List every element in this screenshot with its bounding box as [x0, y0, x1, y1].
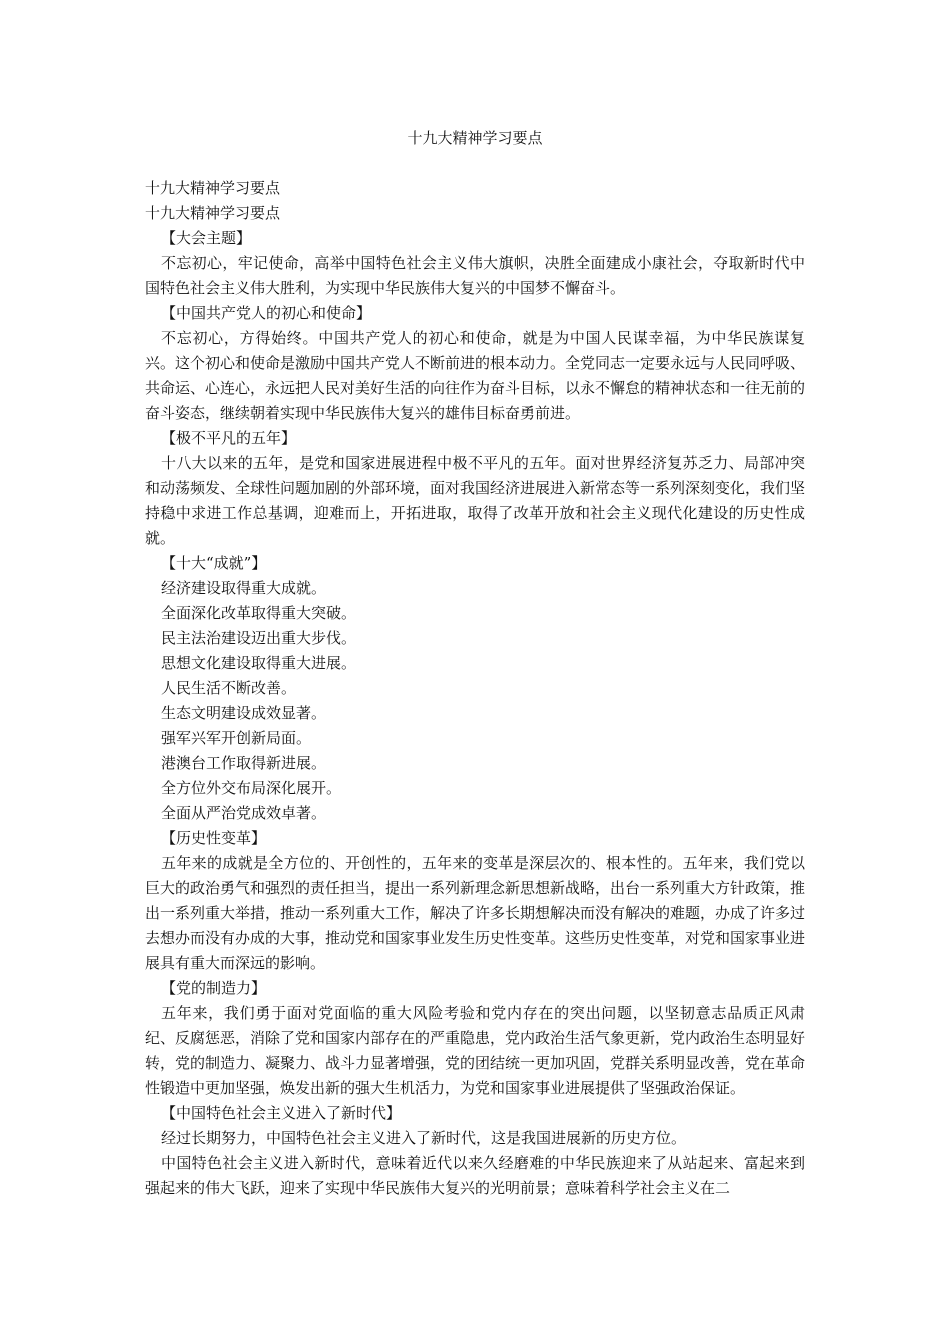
section-heading: 【大会主题】 — [161, 229, 252, 247]
document-body — [145, 176, 805, 1201]
section-heading: 【中国共产党人的初心和使命】 — [161, 304, 372, 322]
section-paragraph: 不忘初心，方得始终。中国共产党人的初心和使命，就是为中国人民谋幸福，为中华民族谋复兴。这个初心和使命是激励中国共产党人不断前进的根本动力。全党同志一定要永远与人民同呼吸、共命运、心连心，永远把人民对美好生活的向往作为奋斗目标，以永不懈怠的精神状态和一往无前的奋斗姿态，继续朝着实现中华民族伟大复兴的雄伟目标奋勇前进。 — [145, 329, 806, 422]
section-paragraph: 不忘初心，牢记使命，高举中国特色社会主义伟大旗帜，决胜全面建成小康社会，夺取新时代中国特色社会主义伟大胜利，为实现中华民族伟大复兴的中国梦不懈奋斗。 — [145, 254, 805, 297]
subtitle-line: 十九大精神学习要点 — [145, 204, 281, 222]
section-heading: 【极不平凡的五年】 — [161, 429, 297, 447]
subtitle-line: 十九大精神学习要点 — [145, 179, 281, 197]
section-heading: 【党的制造力】 — [161, 979, 267, 997]
list-item: 经济建设取得重大成就。 — [161, 579, 327, 597]
section-paragraph: 十八大以来的五年，是党和国家进展进程中极不平凡的五年。面对世界经济复苏乏力、局部冲突和动荡频发、全球性问题加剧的外部环境，面对我国经济进展进入新常态等一系列深刻变化，我们坚持稳中求进工作总基调，迎难而上，开拓进取，取得了改革开放和社会主义现代化建设的历史性成就。 — [145, 454, 806, 547]
list-item: 全方位外交布局深化展开。 — [161, 779, 342, 797]
section-paragraph: 中国特色社会主义进入新时代，意味着近代以来久经磨难的中华民族迎来了从站起来、富起来到强起来的伟大飞跃，迎来了实现中华民族伟大复兴的光明前景；意味着科学社会主义在二 — [145, 1154, 805, 1197]
list-item: 民主法治建设迈出重大步伐。 — [161, 629, 357, 647]
document-title: 十九大精神学习要点 — [407, 129, 543, 147]
list-item: 人民生活不断改善。 — [161, 679, 297, 697]
list-item: 港澳台工作取得新进展。 — [161, 754, 327, 772]
list-item: 生态文明建设成效显著。 — [161, 704, 327, 722]
list-item: 思想文化建设取得重大进展。 — [161, 654, 357, 672]
section-paragraph: 五年来，我们勇于面对党面临的重大风险考验和党内存在的突出问题，以坚韧意志品质正风肃纪、反腐惩恶，消除了党和国家内部存在的严重隐患，党内政治生活气象更新，党内政治生态明显好转，党的制造力、凝聚力、战斗力显著增强，党的团结统一更加巩固，党群关系明显改善，党在革命性锻造中更加坚强，焕发出新的强大生机活力，为党和国家事业进展提供了坚强政治保证。 — [145, 1004, 806, 1097]
section-paragraph: 经过长期努力，中国特色社会主义进入了新时代，这是我国进展新的历史方位。 — [161, 1129, 687, 1147]
list-item: 强军兴军开创新局面。 — [161, 729, 312, 747]
section-heading: 【十大“成就”】 — [161, 554, 267, 572]
list-item: 全面深化改革取得重大突破。 — [161, 604, 357, 622]
section-heading: 【历史性变革】 — [161, 829, 267, 847]
list-item: 全面从严治党成效卓著。 — [161, 804, 327, 822]
section-paragraph: 五年来的成就是全方位的、开创性的，五年来的变革是深层次的、根本性的。五年来，我们党以巨大的政治勇气和强烈的责任担当，提出一系列新理念新思想新战略，出台一系列重大方针政策，推出一系列重大举措，推动一系列重大工作，解决了许多长期想解决而没有解决的难题，办成了许多过去想办而没有办成的大事，推动党和国家事业发生历史性变革。这些历史性变革，对党和国家事业进展具有重大而深远的影响。 — [145, 854, 806, 972]
section-heading: 【中国特色社会主义进入了新时代】 — [161, 1104, 402, 1122]
